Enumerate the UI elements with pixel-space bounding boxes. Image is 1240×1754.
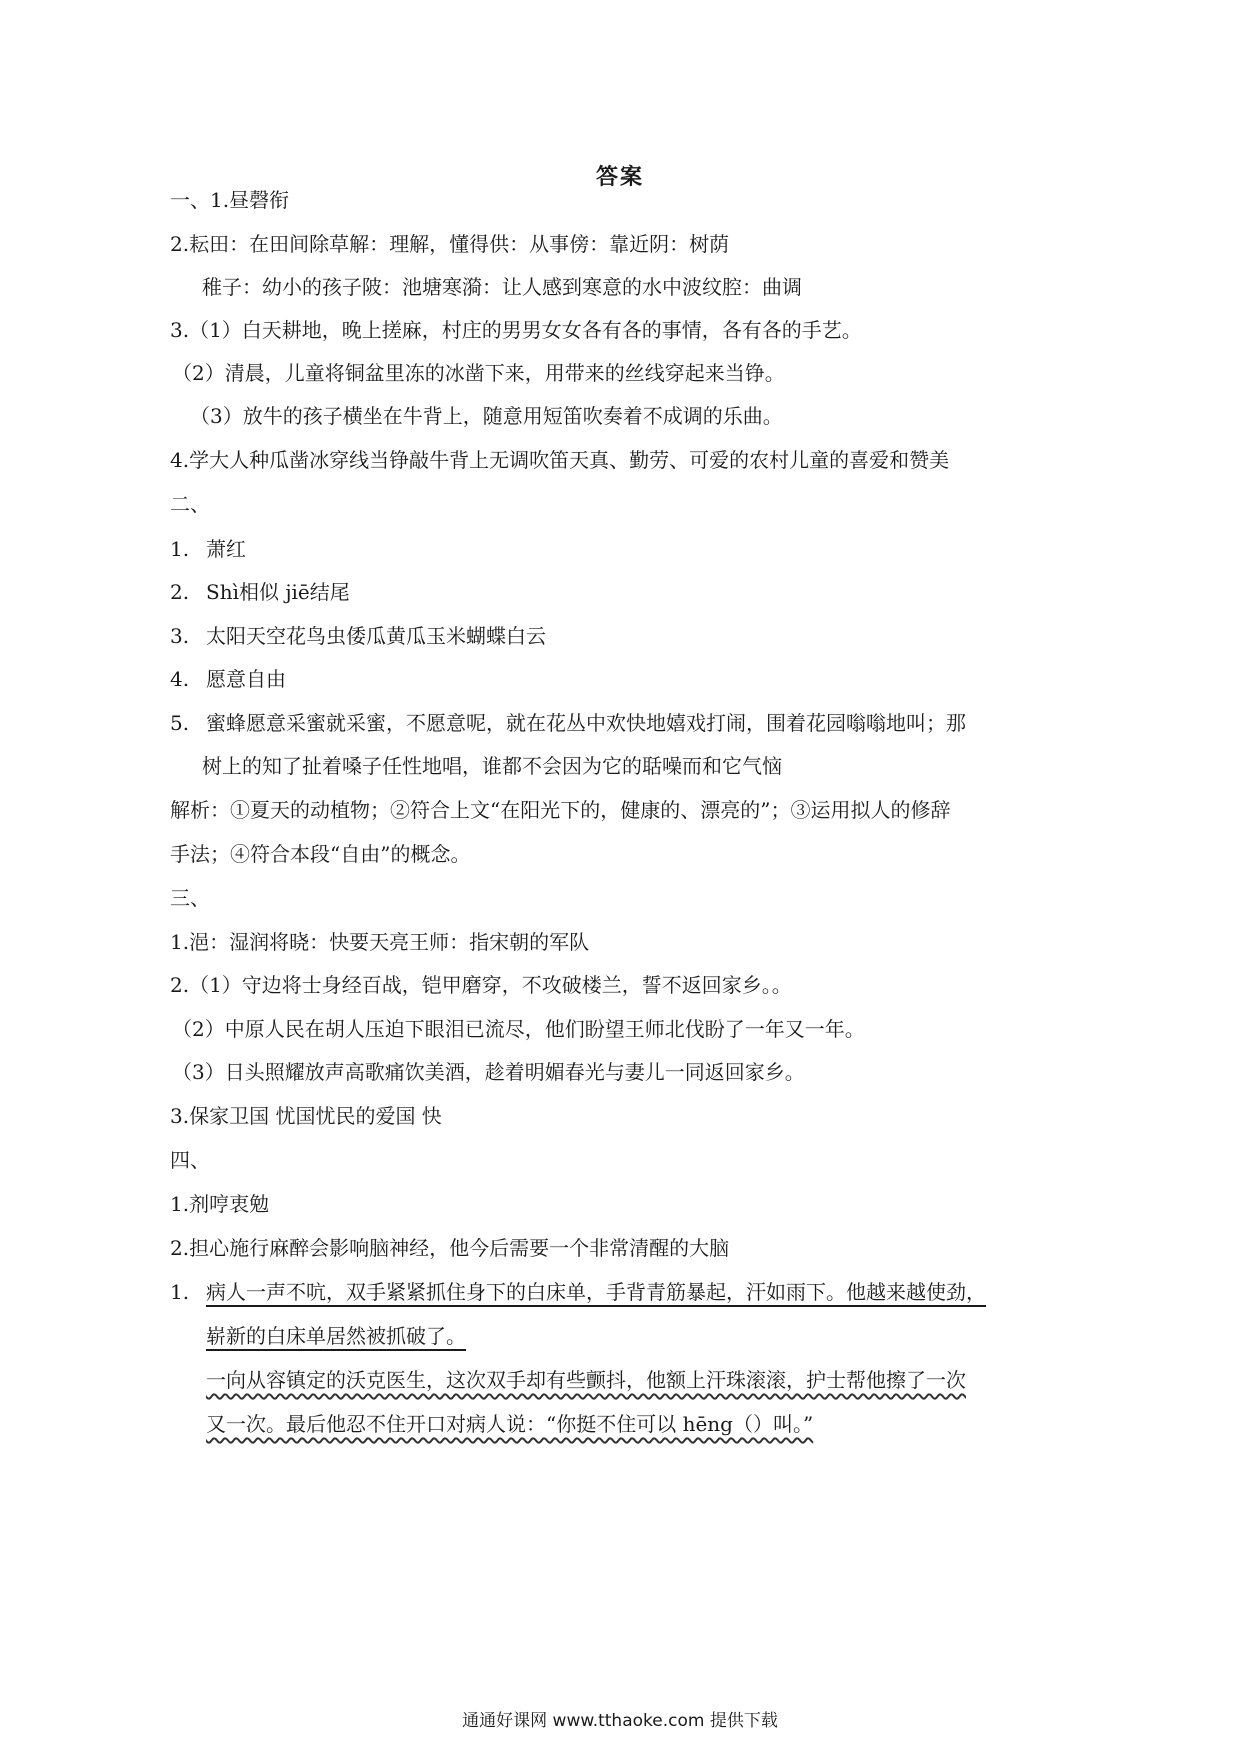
s4-q3-line4 [206, 1410, 813, 1438]
s1-q4: 4.学大人种瓜凿冰穿线当铮敲牛背上无调吹笛天真、勤劳、可爱的农村儿童的喜爱和赞美 [170, 448, 950, 472]
item-text: Shì相似 jiē结尾 [206, 580, 350, 604]
s1-q2-line1: 2.耘田：在田间除草解：理解，懂得供：从事傍：靠近阴：树荫 [170, 232, 730, 256]
item-number: 1. [170, 1280, 190, 1304]
s4-q3-line1 [170, 1278, 986, 1306]
item-text: 太阳天空花鸟虫倭瓜黄瓜玉米蝴蝶白云 [206, 624, 546, 648]
item-number: 4. [170, 667, 190, 691]
s2-item-5 [170, 709, 966, 737]
underlined-text: 崭新的白床单居然被抓破了。 [206, 1324, 466, 1348]
s4-q3-line3 [206, 1366, 966, 1394]
item-number: 2. [170, 580, 190, 604]
s1-q1: 一、1.昼磬衔 [170, 188, 290, 212]
s3-heading: 三、 [170, 886, 210, 910]
s4-q1: 1.剂哼衷勉 [170, 1192, 270, 1216]
s4-q2: 2.担心施行麻醉会影响脑神经，他今后需要一个非常清醒的大脑 [170, 1236, 730, 1260]
footer-source: 通通好课网 www.tthaoke.com 提供下载 [462, 1711, 778, 1731]
s4-q3-line2 [206, 1322, 466, 1350]
s2-item-4 [170, 665, 286, 693]
s2-heading: 二、 [170, 492, 210, 516]
s1-q3-1: 3.（1）白天耕地，晚上搓麻，村庄的男男女女各有各的事情，各有各的手艺。 [170, 318, 862, 342]
wavy-underlined-text: 又一次。最后他忍不住开口对病人说：“你挺不住可以 hēng（）叫。” [206, 1412, 814, 1436]
item-text: 愿意自由 [206, 667, 286, 691]
s3-q2-3: （3）日头照耀放声高歌痛饮美酒，趁着明媚春光与妻儿一同返回家乡。 [172, 1060, 805, 1084]
s1-q3-2: （2）清晨，儿童将铜盆里冻的冰凿下来，用带来的丝线穿起来当铮。 [172, 361, 785, 385]
s3-q2-1: 2.（1）守边将士身经百战，铠甲磨穿，不攻破楼兰，誓不返回家乡。。 [170, 973, 792, 997]
underlined-text: 病人一声不吭，双手紧紧抓住身下的白床单，手背青筋暴起，汗如雨下。他越来越使劲， [206, 1280, 986, 1304]
item-number: 5. [170, 711, 190, 735]
page-title: 答案 [595, 164, 644, 190]
s2-item-3 [170, 622, 546, 650]
s1-q2-line2: 稚子：幼小的孩子陂：池塘寒漪：让人感到寒意的水中波纹腔：曲调 [202, 275, 802, 299]
item-text: 萧红 [206, 537, 246, 561]
item-text: 蜜蜂愿意采蜜就采蜜，不愿意呢，就在花丛中欢快地嬉戏打闹，围着花园嗡嗡地叫；那 [206, 711, 966, 735]
wavy-underlined-text: 一向从容镇定的沃克医生，这次双手却有些颤抖，他额上汗珠滚滚，护士帮他擦了一次 [206, 1368, 966, 1392]
s2-analysis-line2: 手法；④符合本段“自由”的概念。 [170, 842, 471, 866]
s2-item-2 [170, 578, 350, 606]
s4-heading: 四、 [170, 1148, 210, 1172]
s3-q3: 3.保家卫国 忧国忧民的爱国 快 [170, 1104, 442, 1128]
s2-q5-continuation: 树上的知了扯着嗓子任性地唱，谁都不会因为它的聒噪而和它气恼 [202, 754, 782, 778]
item-number: 1. [170, 537, 190, 561]
s1-q3-3: （3）放牛的孩子横坐在牛背上，随意用短笛吹奏着不成调的乐曲。 [190, 404, 783, 428]
item-number: 3. [170, 624, 190, 648]
s3-q1: 1.浥：湿润将晓：快要天亮王师：指宋朝的军队 [170, 930, 590, 954]
s2-analysis-line1: 解析：①夏天的动植物；②符合上文“在阳光下的，健康的、漂亮的”；③运用拟人的修辞 [170, 798, 951, 822]
s2-item-1 [170, 535, 246, 563]
s3-q2-2: （2）中原人民在胡人压迫下眼泪已流尽，他们盼望王师北伐盼了一年又一年。 [172, 1017, 865, 1041]
